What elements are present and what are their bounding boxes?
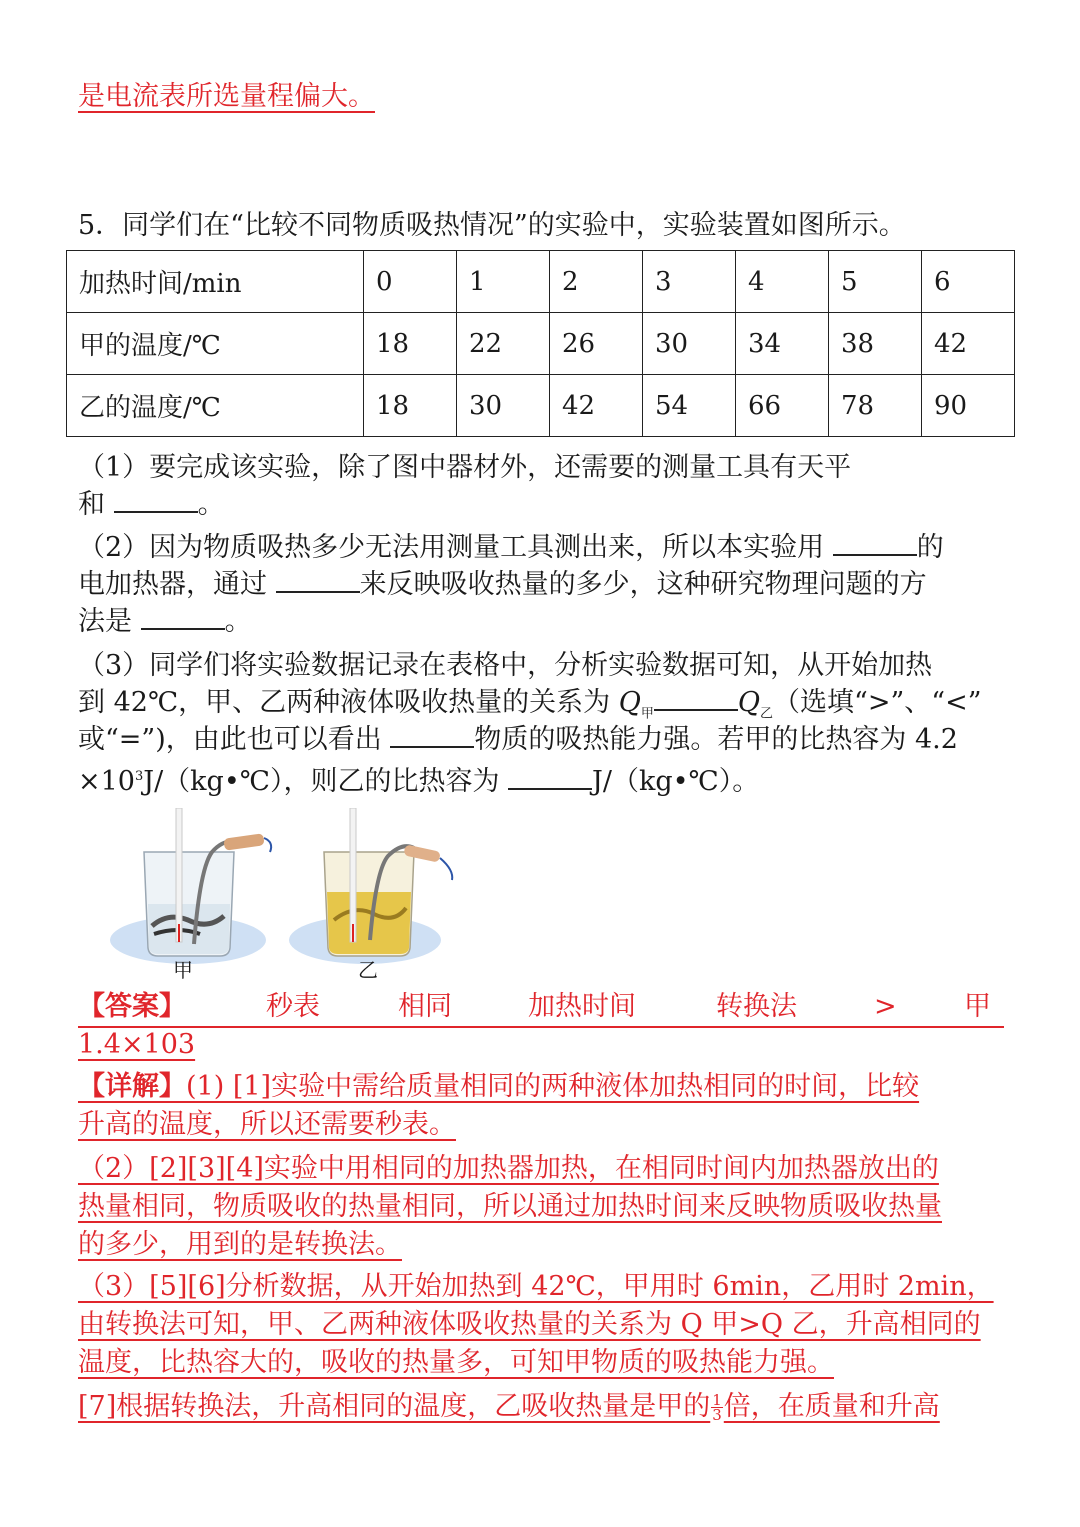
- q3-text-e: ×10: [78, 766, 135, 797]
- q3-text-g: J/（kg•℃）。: [592, 766, 760, 797]
- q-subscript-jia: 甲: [640, 706, 654, 722]
- explanation-p3-line-2: 由转换法可知，甲、乙两种液体吸收热量的关系为 Q 甲>Q 乙，升高相同的: [78, 1309, 981, 1340]
- q2-line-3: [78, 603, 252, 641]
- table-cell: 30: [643, 313, 736, 375]
- explanation-p2-line-1: （2）[2][3][4]实验中用相同的加热器加热，在相同时间内加热器放出的: [78, 1153, 939, 1184]
- table-cell: 18: [364, 313, 457, 375]
- table-cell: 54: [643, 375, 736, 437]
- table-cell: 0: [364, 251, 457, 313]
- table-cell: 2: [550, 251, 643, 313]
- question-title: 5．同学们在“比较不同物质吸热情况”的实验中，实验装置如图所示。: [78, 210, 906, 241]
- explanation-p2-line-3: 的多少，用到的是转换法。: [78, 1229, 402, 1260]
- q2-text-e: 法是: [78, 606, 141, 637]
- answer-item: 加热时间: [528, 991, 636, 1022]
- explanation-p4-line-1: [78, 1388, 940, 1426]
- table-cell: 30: [457, 375, 550, 437]
- answer-item: 甲: [964, 991, 991, 1022]
- data-table: [66, 250, 1015, 437]
- explanation-text: (1) [1]实验中需给质量相同的两种液体加热相同的时间，比较: [186, 1071, 920, 1102]
- table-cell: 3: [643, 251, 736, 313]
- q1-line-2: [78, 486, 225, 524]
- table-cell: 22: [457, 313, 550, 375]
- experiment-figure: [108, 808, 478, 980]
- q-subscript-yi: 乙: [760, 706, 774, 722]
- exponent: 3: [134, 769, 144, 784]
- answer-blank: [654, 705, 738, 711]
- answer-blank: [114, 507, 198, 513]
- q2-text-f: 。: [224, 606, 252, 637]
- figure-label-jia: 甲: [173, 958, 193, 982]
- q-symbol: Q: [618, 687, 641, 718]
- answer-label: 【答案】: [78, 991, 186, 1022]
- answer-item: 相同: [398, 991, 452, 1022]
- table-row: [67, 375, 1015, 437]
- answer-item: 秒表: [266, 991, 320, 1022]
- table-header-cell: 加热时间/min: [67, 251, 364, 313]
- table-row-label: 甲的温度/℃: [67, 313, 364, 375]
- q3-line-3: [78, 721, 958, 759]
- table-cell: 42: [550, 375, 643, 437]
- answer-blank: [390, 742, 474, 748]
- q1-text-b: 。: [197, 489, 225, 520]
- fraction-one-third: [711, 1393, 723, 1422]
- q3-text-c: 或“=”)，由此也可以看出: [78, 724, 391, 755]
- answer-last: 1.4×103: [78, 1029, 196, 1060]
- q-symbol: Q: [737, 687, 761, 718]
- q2-text-b: 的: [916, 532, 944, 563]
- table-cell: 38: [829, 313, 922, 375]
- table-cell: 6: [922, 251, 1015, 313]
- answer-item: 转换法: [716, 991, 797, 1022]
- fraction-numerator: 1: [712, 1391, 722, 1409]
- answer-blank: [833, 550, 917, 556]
- explanation-text: 倍，在质量和升高: [723, 1391, 940, 1422]
- table-row: [67, 251, 1015, 313]
- fraction-denominator: 3: [712, 1406, 722, 1424]
- table-cell: 66: [736, 375, 829, 437]
- q2-text-d: 来反映吸收热量的多少，这种研究物理问题的方: [359, 569, 927, 600]
- table-cell: 78: [829, 375, 922, 437]
- answer-blank: [276, 587, 360, 593]
- q3-text-d: 物质的吸热能力强。若甲的比热容为 4.2: [474, 724, 958, 755]
- q3-text-f: J/（kg•℃），则乙的比热容为: [143, 766, 509, 797]
- table-cell: 5: [829, 251, 922, 313]
- table-cell: 34: [736, 313, 829, 375]
- explanation-p2-line-2: 热量相同，物质吸收的热量相同，所以通过加热时间来反映物质吸收热量: [78, 1191, 942, 1222]
- q3-text-a: 到 42℃，甲、乙两种液体吸收热量的关系为: [78, 687, 619, 718]
- answer-blank: [508, 784, 592, 790]
- table-cell: 26: [550, 313, 643, 375]
- table-cell: 4: [736, 251, 829, 313]
- explanation-p3-line-3: 温度，比热容大的，吸收的热量多，可知甲物质的吸热能力强。: [78, 1347, 834, 1378]
- q2-line-1: [78, 529, 944, 567]
- table-row-label: 乙的温度/℃: [67, 375, 364, 437]
- beakers-illustration: [108, 808, 478, 980]
- q2-text-c: 电加热器，通过: [78, 569, 276, 600]
- table-row: [67, 313, 1015, 375]
- table-cell: 18: [364, 375, 457, 437]
- answer-item: >: [874, 991, 897, 1022]
- q1-line-1: （1）要完成该实验，除了图中器材外，还需要的测量工具有天平: [78, 452, 852, 483]
- explanation-p1-line-1: [78, 1068, 919, 1106]
- q3-text-b: （选填“>”、“<”: [773, 687, 982, 718]
- table-cell: 42: [922, 313, 1015, 375]
- explanation-label: 【详解】: [78, 1071, 186, 1102]
- q3-line-4: [78, 758, 759, 801]
- q3-line-1: （3）同学们将实验数据记录在表格中，分析实验数据可知，从开始加热: [78, 650, 933, 681]
- figure-label-yi: 乙: [358, 958, 378, 982]
- q2-line-2: [78, 566, 927, 604]
- q1-text-a: 和: [78, 489, 114, 520]
- explanation-text: [7]根据转换法，升高相同的温度，乙吸收热量是甲的: [78, 1391, 711, 1422]
- answer-blank: [141, 624, 225, 630]
- explanation-p3-line-1: （3）[5][6]分析数据，从开始加热到 42℃，甲用时 6min，乙用时 2min，: [78, 1271, 994, 1302]
- explanation-p1-line-2: 升高的温度，所以还需要秒表。: [78, 1109, 456, 1140]
- q2-text-a: （2）因为物质吸热多少无法用测量工具测出来，所以本实验用: [78, 532, 833, 563]
- answer-row: [78, 988, 1004, 1028]
- table-cell: 1: [457, 251, 550, 313]
- table-cell: 90: [922, 375, 1015, 437]
- prev-answer-tail: 是电流表所选量程偏大。: [78, 81, 375, 112]
